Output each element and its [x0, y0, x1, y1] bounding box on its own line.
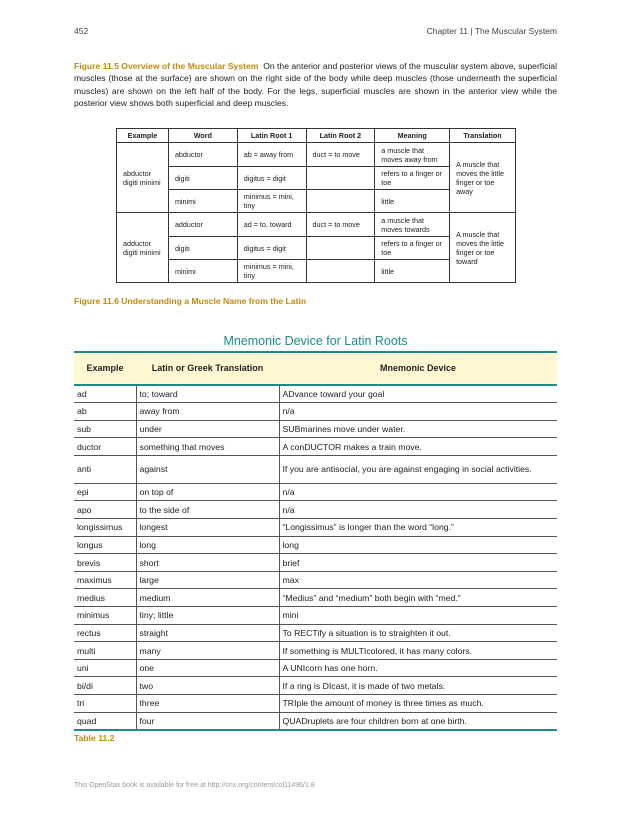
table-row	[74, 571, 557, 589]
example-cell: adductor digiti minimi	[117, 213, 169, 283]
table-row	[117, 213, 516, 237]
translation-cell: longest	[136, 519, 279, 537]
mnemonic-cell: If a ring is DIcast, it is made of two metals.	[279, 677, 557, 695]
latin-table-header-row	[117, 129, 516, 143]
word-cell: abductor	[168, 143, 237, 167]
translation-cell: A muscle that moves the little finger or toe toward	[450, 213, 516, 283]
example-cell: sub	[74, 420, 136, 438]
table-row	[74, 607, 557, 625]
root1-cell: digitus = digit	[237, 237, 306, 260]
root2-cell	[306, 190, 375, 213]
latin-root-table	[116, 128, 516, 283]
mnemonic-cell: max	[279, 571, 557, 589]
example-cell: brevis	[74, 554, 136, 572]
root2-cell	[306, 260, 375, 283]
table-row	[74, 501, 557, 519]
translation-cell: to; toward	[136, 385, 279, 403]
example-cell: maximus	[74, 571, 136, 589]
example-cell: quad	[74, 712, 136, 730]
translation-cell: against	[136, 455, 279, 483]
col-header-example: Example	[117, 129, 169, 143]
figure-caption-text: On the anterior and posterior views of the muscular system above, superficial muscles (those at the surface) are shown on the right side of the body while deep muscles (those underneath the superficial muscles) are shown on the left half of the body. For the legs, superficial muscles are shown in the anterior view while the posterior view shows both superficial and deep muscles.	[74, 61, 557, 109]
table-row	[74, 677, 557, 695]
table-row	[74, 712, 557, 730]
translation-cell: medium	[136, 589, 279, 607]
mnemonic-cell: SUBmarines move under water.	[279, 420, 557, 438]
mnemonic-cell: ADvance toward your goal	[279, 385, 557, 403]
col-header-root2: Latin Root 2	[306, 129, 375, 143]
word-cell: digiti	[168, 237, 237, 260]
mnemonic-table	[74, 351, 557, 731]
example-cell: longissimus	[74, 519, 136, 537]
example-cell: longus	[74, 536, 136, 554]
example-cell: bi/di	[74, 677, 136, 695]
footer-note: This OpenStax book is available for free at http://cnx.org/content/col11496/1.8	[74, 782, 315, 789]
word-cell: minimi	[168, 260, 237, 283]
mnemonic-cell: If you are antisocial, you are against engaging in social activities.	[279, 455, 557, 483]
table-row	[74, 483, 557, 501]
mnemonic-cell: long	[279, 536, 557, 554]
mnemonic-cell: QUADruplets are four children born at one birth.	[279, 712, 557, 730]
translation-cell: many	[136, 642, 279, 660]
example-cell: tri	[74, 695, 136, 713]
root2-cell: duct = to move	[306, 213, 375, 237]
translation-cell: three	[136, 695, 279, 713]
example-cell: abductor digiti minimi	[117, 143, 169, 213]
table-row	[74, 438, 557, 456]
mnemonic-cell: If something is MULTIcolored, it has many colors.	[279, 642, 557, 660]
table-row	[74, 659, 557, 677]
table-row	[74, 420, 557, 438]
table-row	[74, 519, 557, 537]
example-cell: minimus	[74, 607, 136, 625]
translation-cell: under	[136, 420, 279, 438]
mnemonic-cell: To RECTify a situation is to straighten it out.	[279, 624, 557, 642]
mnemonic-cell: A UNIcorn has one horn.	[279, 659, 557, 677]
figure-11-6-caption: Figure 11.6 Understanding a Muscle Name from the Latin	[74, 296, 307, 306]
root2-cell	[306, 237, 375, 260]
table-row	[74, 403, 557, 421]
meaning-cell: refers to a finger or toe	[375, 167, 450, 190]
example-cell: medius	[74, 589, 136, 607]
translation-cell: to the side of	[136, 501, 279, 519]
root1-cell: minimus = mini, tiny	[237, 190, 306, 213]
translation-cell: one	[136, 659, 279, 677]
translation-cell: A muscle that moves the little finger or toe away	[450, 143, 516, 213]
translation-cell: something that moves	[136, 438, 279, 456]
root1-cell: ad = to, toward	[237, 213, 306, 237]
table-row	[74, 455, 557, 483]
mnemonic-cell: mini	[279, 607, 557, 625]
example-cell: rectus	[74, 624, 136, 642]
page-number: 452	[74, 26, 89, 36]
col-header-translation: Latin or Greek Translation	[136, 352, 279, 385]
col-header-mnemonic: Mnemonic Device	[279, 352, 557, 385]
table-row	[74, 385, 557, 403]
example-cell: anti	[74, 455, 136, 483]
table-row	[74, 554, 557, 572]
translation-cell: away from	[136, 403, 279, 421]
root1-cell: ab = away from	[237, 143, 306, 167]
col-header-translation: Translation	[450, 129, 516, 143]
mnemonic-table-title: Mnemonic Device for Latin Roots	[223, 334, 408, 348]
mnemonic-cell: n/a	[279, 483, 557, 501]
mnemonic-cell: n/a	[279, 403, 557, 421]
mnemonic-cell: brief	[279, 554, 557, 572]
translation-cell: short	[136, 554, 279, 572]
translation-cell: tiny; little	[136, 607, 279, 625]
col-header-word: Word	[168, 129, 237, 143]
table-row	[74, 695, 557, 713]
table-row	[74, 624, 557, 642]
meaning-cell: a muscle that moves towards	[375, 213, 450, 237]
root1-cell: minimus = mini, tiny	[237, 260, 306, 283]
root2-cell: duct = to move	[306, 143, 375, 167]
meaning-cell: little	[375, 190, 450, 213]
table-row	[74, 642, 557, 660]
table-row	[74, 589, 557, 607]
translation-cell: long	[136, 536, 279, 554]
translation-cell: on top of	[136, 483, 279, 501]
mnemonic-cell: TRIple the amount of money is three times as much.	[279, 695, 557, 713]
translation-cell: straight	[136, 624, 279, 642]
word-cell: adductor	[168, 213, 237, 237]
figure-label: Figure 11.5 Overview of the Muscular System	[74, 61, 259, 71]
table-row	[117, 143, 516, 167]
example-cell: multi	[74, 642, 136, 660]
col-header-root1: Latin Root 1	[237, 129, 306, 143]
table-11-2-caption: Table 11.2	[74, 733, 115, 743]
col-header-meaning: Meaning	[375, 129, 450, 143]
root1-cell: digitus = digit	[237, 167, 306, 190]
translation-cell: four	[136, 712, 279, 730]
table-row	[74, 536, 557, 554]
mnemonic-table-body	[74, 385, 557, 730]
word-cell: digiti	[168, 167, 237, 190]
mnemonic-header-row	[74, 352, 557, 385]
figure-11-5-caption	[74, 60, 557, 110]
meaning-cell: refers to a finger or toe	[375, 237, 450, 260]
root2-cell	[306, 167, 375, 190]
chapter-title: Chapter 11 | The Muscular System	[426, 26, 557, 36]
example-cell: apo	[74, 501, 136, 519]
word-cell: minimi	[168, 190, 237, 213]
mnemonic-cell: A conDUCTOR makes a train move.	[279, 438, 557, 456]
mnemonic-cell: “Medius” and “medium” both begin with “med.”	[279, 589, 557, 607]
example-cell: uni	[74, 659, 136, 677]
example-cell: epi	[74, 483, 136, 501]
mnemonic-cell: n/a	[279, 501, 557, 519]
example-cell: ab	[74, 403, 136, 421]
example-cell: ad	[74, 385, 136, 403]
translation-cell: large	[136, 571, 279, 589]
col-header-example: Example	[74, 352, 136, 385]
meaning-cell: little	[375, 260, 450, 283]
example-cell: ductor	[74, 438, 136, 456]
mnemonic-cell: “Longissimus” is longer than the word “long.”	[279, 519, 557, 537]
translation-cell: two	[136, 677, 279, 695]
meaning-cell: a muscle that moves away from	[375, 143, 450, 167]
